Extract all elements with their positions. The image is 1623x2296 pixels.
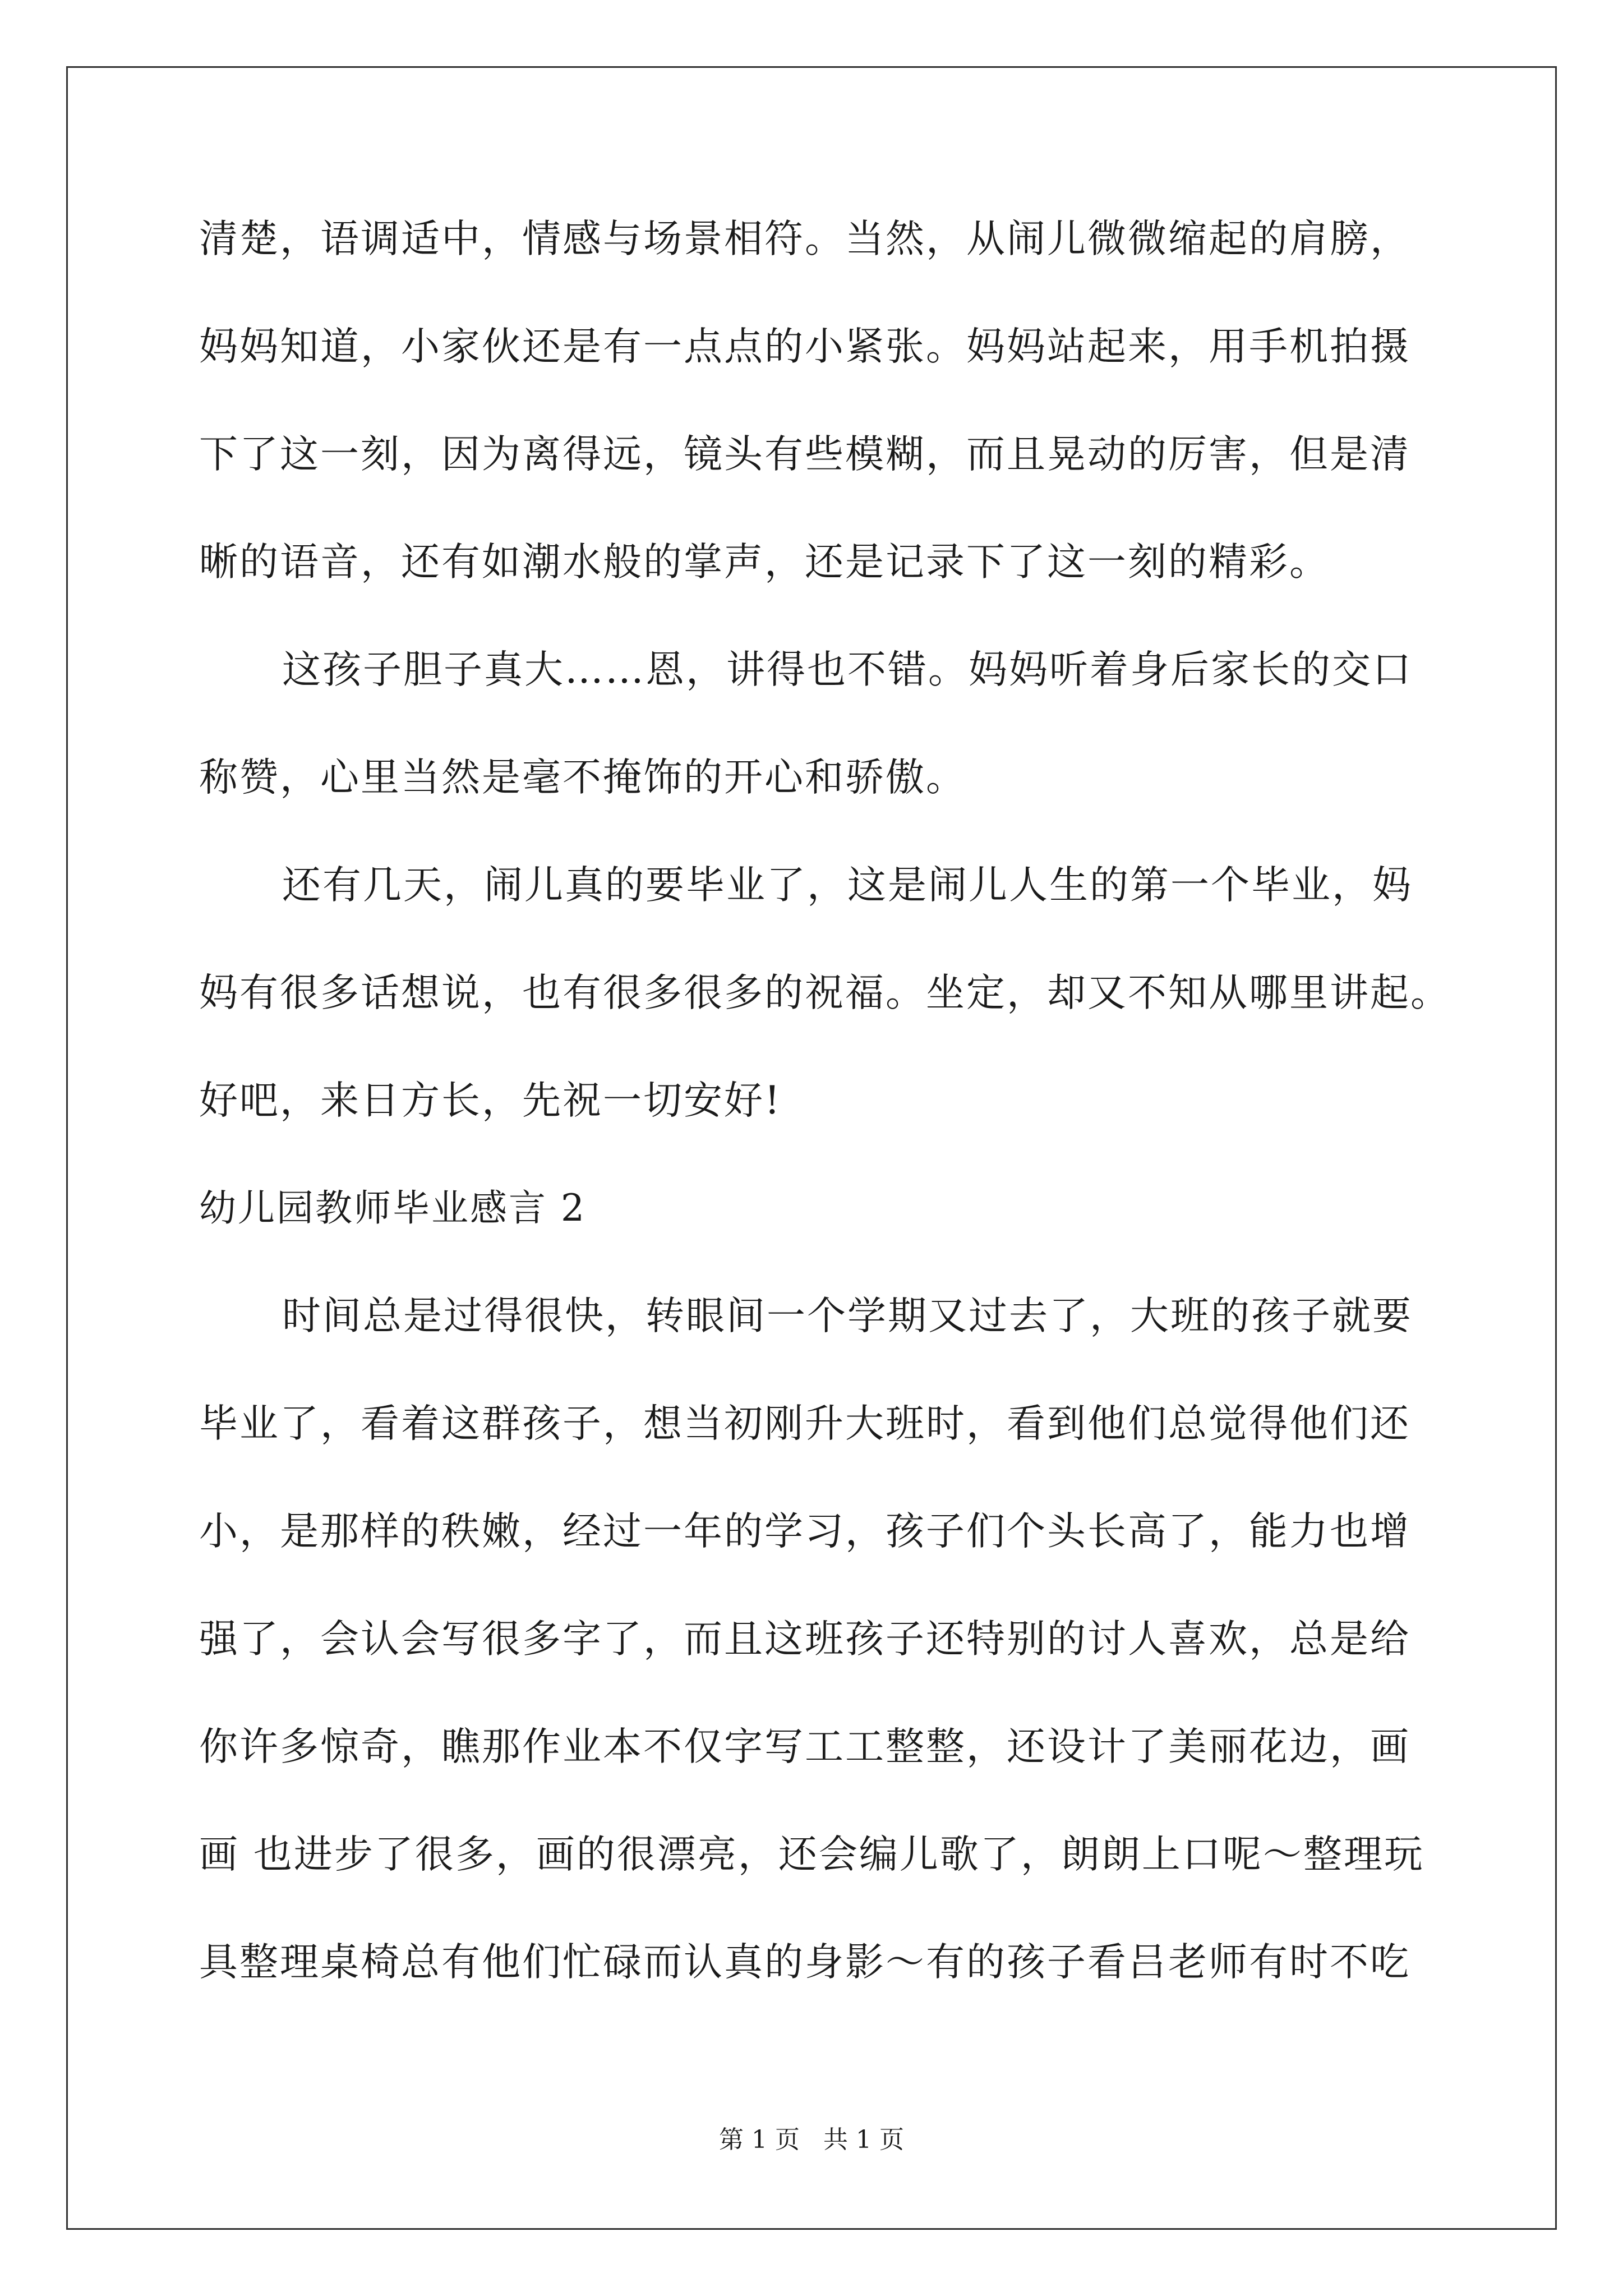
text-line: 这孩子胆子真大……恩，讲得也不错。妈妈听着身后家长的交口 — [282, 647, 1413, 692]
text-line: 画 也进步了很多，画的很漂亮，还会编儿歌了，朗朗上口呢～整理玩 — [199, 1832, 1424, 1877]
text-line: 清楚，语调适中，情感与场景相符。当然，从闹儿微微缩起的肩膀， — [199, 217, 1410, 261]
document-body — [199, 185, 1489, 2016]
text-line: 晰的语音，还有如潮水般的掌声，还是记录下了这一刻的精彩。 — [199, 540, 1330, 585]
section-heading: 幼儿园教师毕业感言 2 — [199, 1186, 586, 1230]
text-line: 毕业了，看着这群孩子，想当初刚升大班时，看到他们总觉得他们还 — [199, 1401, 1410, 1446]
text-line: 好吧，来日方长，先祝一切安好! — [199, 1078, 782, 1123]
text-line: 妈妈知道，小家伙还是有一点点的小紧张。妈妈站起来，用手机拍摄 — [199, 324, 1410, 369]
text-line: 下了这一刻，因为离得远，镜头有些模糊，而且晃动的厉害，但是清 — [199, 432, 1410, 477]
text-line: 小，是那样的秩嫩，经过一年的学习，孩子们个头长高了，能力也增 — [199, 1509, 1410, 1554]
text-line: 具整理桌椅总有他们忙碌而认真的身影～有的孩子看吕老师有时不吃 — [199, 1940, 1410, 1985]
text-line: 妈有很多话想说，也有很多很多的祝福。坐定，却又不知从哪里讲起。 — [199, 970, 1451, 1015]
text-line: 你许多惊奇，瞧那作业本不仅字写工工整整，还设计了美丽花边，画 — [199, 1724, 1410, 1769]
text-line: 时间总是过得很快，转眼间一个学期又过去了，大班的孩子就要 — [282, 1294, 1413, 1338]
page-footer: 第 1 页 共 1 页 — [719, 2125, 904, 2154]
text-line: 强了，会认会写很多字了，而且这班孩子还特别的讨人喜欢，总是给 — [199, 1617, 1410, 1662]
text-line: 称赞，心里当然是毫不掩饰的开心和骄傲。 — [199, 755, 966, 800]
text-line: 还有几天，闹儿真的要毕业了，这是闹儿人生的第一个毕业，妈 — [282, 863, 1413, 908]
